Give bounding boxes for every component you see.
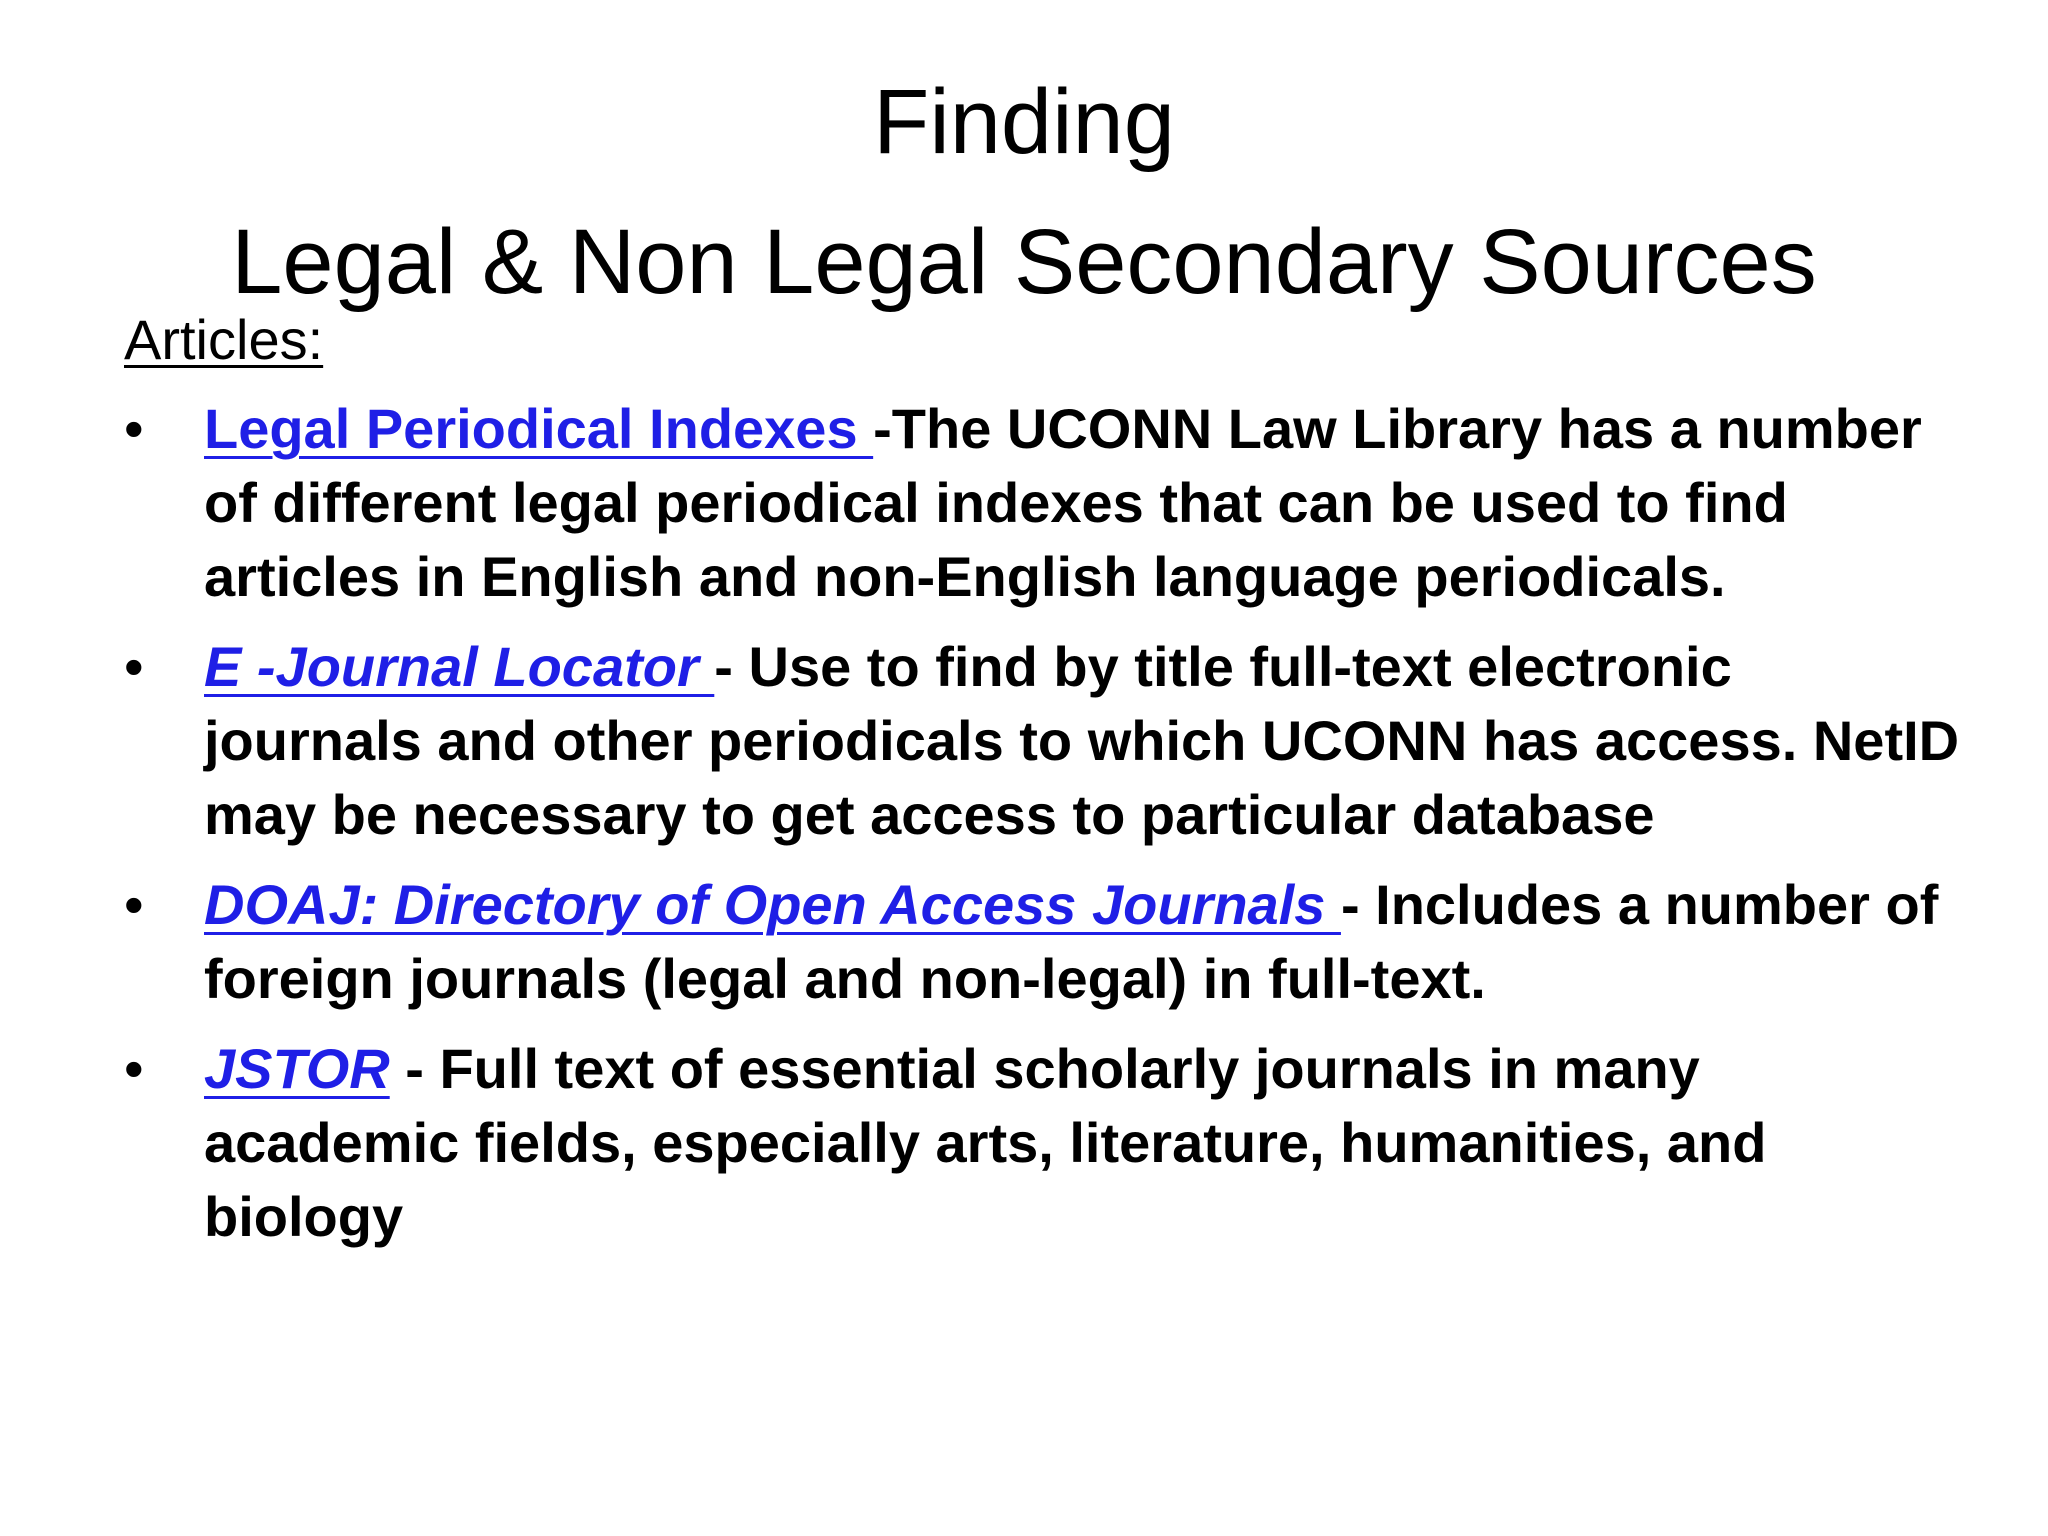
list-item-text — [204, 635, 1959, 846]
e-journal-locator-description: - Use to find by title full-text electronic journals and other periodicals to which UCONN has access. NetID may be necessary to get access to particular database — [204, 635, 1960, 846]
bullet-icon: • — [124, 635, 144, 698]
e-journal-locator-link[interactable]: E -Journal Locator — [204, 635, 715, 698]
doaj-link[interactable]: DOAJ: Directory of Open Access Journals — [204, 873, 1341, 936]
jstor-link[interactable]: JSTOR — [204, 1037, 390, 1100]
list-item-text — [204, 397, 1922, 608]
jstor-description: - Full text of essential scholarly journals in many academic fields, especially arts, literature, humanities, and biology — [204, 1037, 1767, 1248]
slide-title — [0, 52, 2048, 332]
bullet-icon: • — [124, 397, 144, 460]
bullet-icon: • — [124, 1037, 144, 1100]
list-item — [124, 630, 1964, 852]
list-item — [124, 1032, 1964, 1254]
articles-list — [124, 392, 1964, 1270]
legal-periodical-indexes-link[interactable]: Legal Periodical Indexes — [204, 397, 874, 460]
list-item-text — [204, 1037, 1766, 1248]
doaj-description: - Includes a number of foreign journals (legal and non-legal) in full-text. — [204, 873, 1939, 1010]
bullet-icon: • — [124, 873, 144, 936]
legal-periodical-indexes-description: -The UCONN Law Library has a number of different legal periodical indexes that can be used to find articles in English and non-English language periodicals. — [204, 397, 1922, 608]
list-item — [124, 868, 1964, 1016]
slide-title-line-1: Finding — [873, 71, 1175, 173]
slide-title-line-2: Legal & Non Legal Secondary Sources — [231, 211, 1817, 313]
list-item — [124, 392, 1964, 614]
section-heading-articles: Articles: — [124, 308, 324, 371]
list-item-text — [204, 873, 1938, 1010]
